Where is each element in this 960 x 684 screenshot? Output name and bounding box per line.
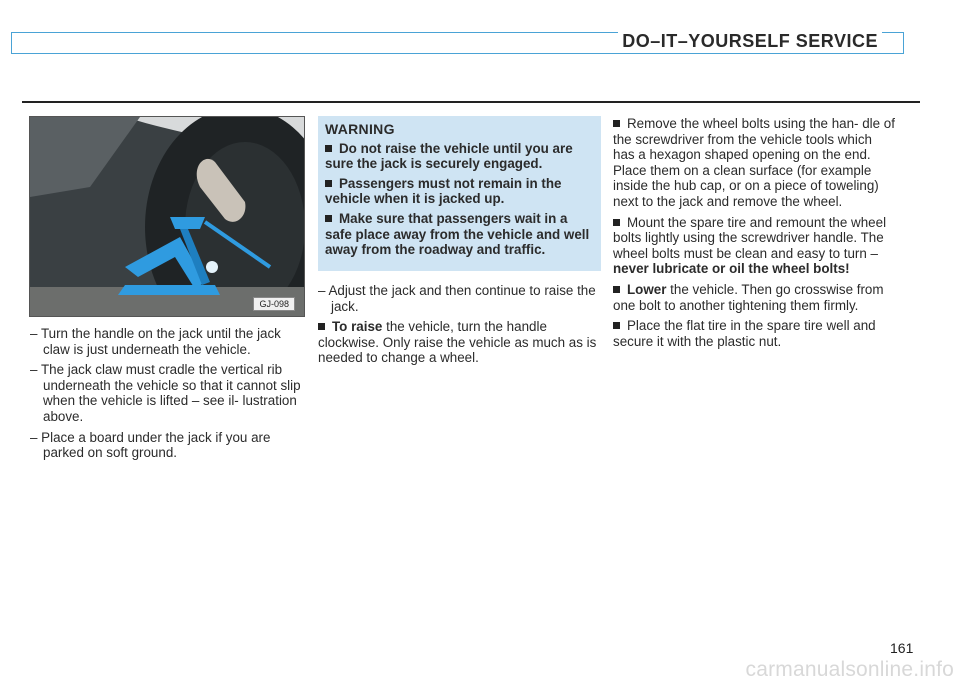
list-item: Place the flat tire in the spare tire well and secure it with the plastic nut. xyxy=(613,318,876,349)
bullet-icon xyxy=(318,323,325,330)
list-item: To raise the vehicle, turn the handle clockwise. Only raise the vehicle as much as is needed to change a wheel. xyxy=(318,319,597,366)
warning-item: Passengers must not remain in the vehicle when it is jacked up. xyxy=(325,175,562,207)
bullet-icon xyxy=(613,219,620,226)
warning-box xyxy=(318,116,601,271)
header-rule xyxy=(22,101,920,103)
bullet-icon xyxy=(325,215,332,222)
list-item: – Turn the handle on the jack until the jack claw is just underneath the vehicle. xyxy=(30,326,281,357)
figure-label: GJ-098 xyxy=(253,297,295,311)
bullet-icon xyxy=(613,286,620,293)
list-item: Mount the spare tire and remount the wheel bolts lightly using the screwdriver handle. The wheel bolts must be clean and easy to turn – never lubricate or oil the wheel bolts! xyxy=(613,214,887,277)
page-number: 161 xyxy=(890,640,914,656)
bullet-icon xyxy=(613,322,620,329)
jack-photo-graphic xyxy=(30,117,305,317)
warning-title: WARNING xyxy=(325,121,395,137)
column-right xyxy=(613,116,896,354)
column-middle xyxy=(318,283,598,371)
column-left xyxy=(30,326,306,466)
bullet-icon xyxy=(325,180,332,187)
list-item: – The jack claw must cradle the vertical rib underneath the vehicle so that it cannot slip when the vehicle is lifted – see il- lustration above. xyxy=(30,362,301,424)
list-item: Remove the wheel bolts using the han- dle of the screwdriver from the vehicle tools which has a hexagon shaped opening on the end. Place them on a clean surface (for example inside the hub cap, or on a piece of toweling) next to the jack and remove the wheel. xyxy=(613,116,895,209)
bullet-icon xyxy=(613,120,620,127)
list-item: – Adjust the jack and then continue to raise the jack. xyxy=(318,283,596,314)
warning-item: Make sure that passengers wait in a safe place away from the vehicle and well away from the roadway and traffic. xyxy=(325,210,590,258)
page-title: DO–IT–YOURSELF SERVICE xyxy=(618,31,882,52)
watermark: carmanualsonline.info xyxy=(745,658,954,681)
warning-item: Do not raise the vehicle until you are sure the jack is securely engaged. xyxy=(325,140,573,172)
bullet-icon xyxy=(325,145,332,152)
list-item: Lower the vehicle. Then go crosswise from one bolt to another tightening them firmly. xyxy=(613,281,884,313)
jack-illustration xyxy=(29,116,305,317)
list-item: – Place a board under the jack if you are parked on soft ground. xyxy=(30,429,271,461)
